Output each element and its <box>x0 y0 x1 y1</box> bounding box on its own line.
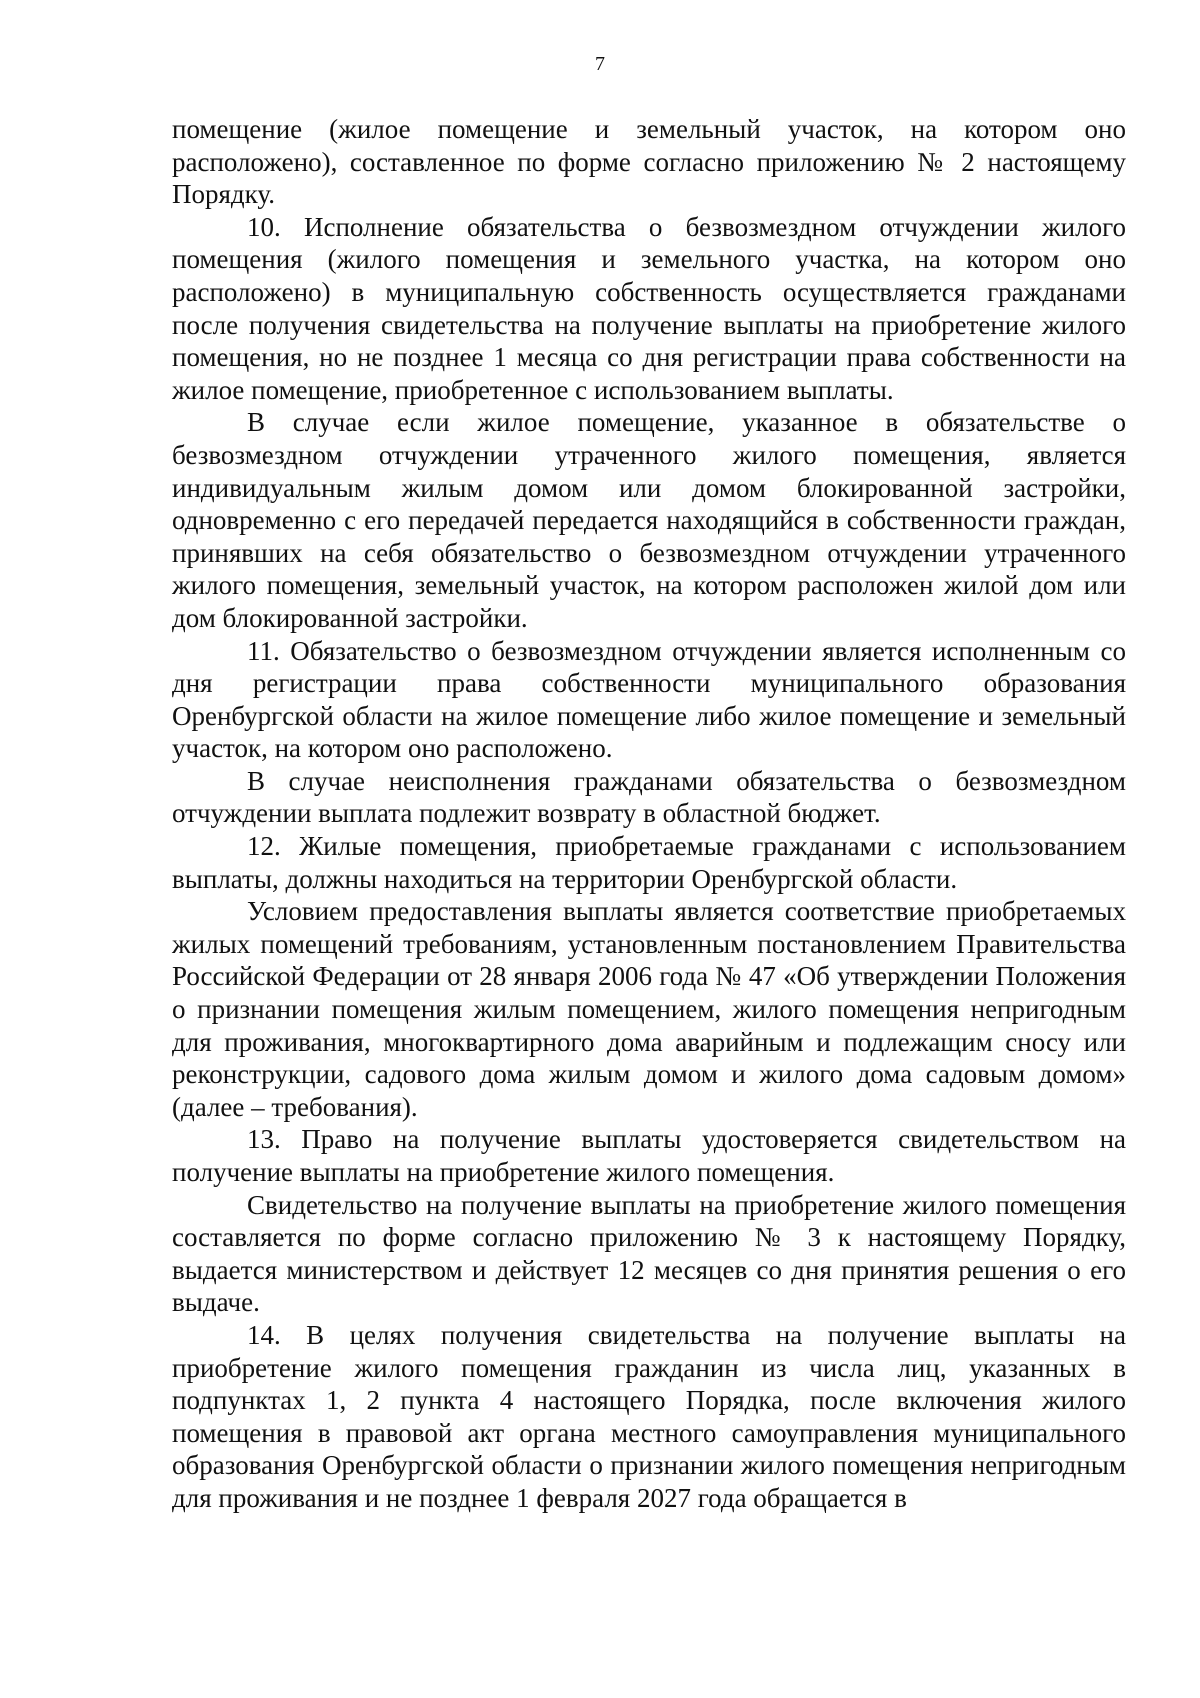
paragraph-item-11: 11. Обязательство о безвозмездном отчуждении является исполненным со дня регистрации права собственности муниципального образования Оренбургской области на жилое помещение либо жилое помещение и земельный участок, на котором оно расположено. <box>172 635 1126 764</box>
page-number: 7 <box>595 53 605 75</box>
paragraph-item-13-certificate: Свидетельство на получение выплаты на приобретение жилого помещения составляется по форме согласно приложению № 3 к настоящему Порядку, выдается министерством и действует 12 месяцев со дня принятия решения о его выдаче. <box>172 1189 1126 1318</box>
paragraph-item-13: 13. Право на получение выплаты удостоверяется свидетельством на получение выплаты на приобретение жилого помещения. <box>172 1124 1126 1187</box>
paragraph-item-11-case: В случае неисполнения гражданами обязательства о безвозмездном отчуждении выплата подлежит возврату в областной бюджет. <box>172 765 1126 829</box>
paragraph-item-10-case: В случае если жилое помещение, указанное в обязательстве о безвозмездном отчуждении утраченного жилого помещения, является индивидуальным жилым домом или домом блокированной застройки, одновременно с его передачей передается находящийся в собственности граждан, принявших на себя обязательство о безвозмездном отчуждении утраченного жилого помещения, земельный участок, на котором расположен жилой дом или дом блокированной застройки. <box>172 407 1126 633</box>
paragraph-item-12: 12. Жилые помещения, приобретаемые гражданами с использованием выплаты, должны находиться на территории Оренбургской области. <box>172 831 1126 894</box>
document-body <box>172 113 1126 1515</box>
paragraph-item-14: 14. В целях получения свидетельства на получение выплаты на приобретение жилого помещения гражданин из числа лиц, указанных в подпунктах 1, 2 пункта 4 настоящего Порядка, после включения жилого помещения в правовой акт органа местного самоуправления муниципального образования Оренбургской области о признании жилого помещения непригодным для проживания и не позднее 1 февраля 2027 года обращается в <box>172 1319 1126 1513</box>
paragraph-item-10: 10. Исполнение обязательства о безвозмездном отчуждении жилого помещения (жилого помещения и земельного участка, на котором оно расположено) в муниципальную собственность осуществляется гражданами после получения свидетельства на получение выплаты на приобретение жилого помещения, но не позднее 1 месяца со дня регистрации права собственности на жилое помещение, приобретенное с использованием выплаты. <box>172 211 1126 405</box>
paragraph-continuation: помещение (жилое помещение и земельный участок, на котором оно расположено), составленное по форме согласно приложению № 2 настоящему Порядку. <box>172 114 1126 210</box>
paragraph-item-12-condition: Условием предоставления выплаты является соответствие приобретаемых жилых помещений требованиям, установленным постановлением Правительства Российской Федерации от 28 января 2006 года № 47 «Об утверждении Положения о признании помещения жилым помещением, жилого помещения непригодным для проживания, многоквартирного дома аварийным и подлежащим сносу или реконструкции, садового дома жилым домом и жилого дома садовым домом» (далее – требования). <box>172 896 1126 1122</box>
